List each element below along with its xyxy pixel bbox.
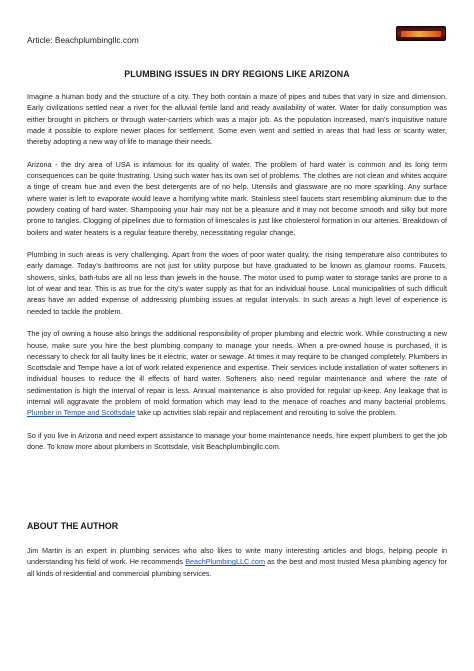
author-section [27, 545, 447, 590]
paragraph-2: Arizona - the dry area of USA is infamous for its quality of water. The problem of hard water is common and its long term consequences can be quite frustrating. Using such water has its own set of problems. The clothes are not clean and whites acquire a tinge of cream hue and even the best detergents are of no help. Utensils and glassware are no more sparkling. Any surface where water is left to evaporate would leave a horrifying white mark. Stainless steel faucets start resembling aluminum due to the powdery coating of hard water. Shampooing your hair may not be a pleasure and it may not become smooth and silky but more prone to tangles. Clogging of pipelines due to formation of limescales is just like cholesterol formation in our arteries. Breakdown of boilers and water heaters is a regular feature thereby, necessitating regular change. [27, 159, 447, 237]
article-body [27, 91, 447, 464]
author-paragraph [27, 545, 447, 579]
author-text-before: Jim Martin is an expert in plumbing services who also likes to write many interesting articles and blogs, helping people in understanding his field of work. He recommends [27, 546, 447, 567]
author-text-after: as the best and most trusted Mesa plumbing agency for all kinds of residential and commercial plumbing services. [27, 557, 447, 578]
author-heading: ABOUT THE AUTHOR [27, 521, 119, 531]
paragraph-3: Plumbing in such areas is very challenging. Apart from the woes of poor water quality, the rising temperature also contributes to early damage. Today’s bathrooms are not just for utility purpose but have graduated to be known as glamour rooms. Faucets, showers, sinks, bath-tubs are all no less than jewels in the house. The motor used to pump water to storage tanks are prone to a lot of wear and tear. This is as true for the city’s water supply as that for an individual house. Local municipalities of such difficult areas have an added expense of addressing plumbing issues at regular intervals. In such areas a high level of experience is needed to tackle the problem. [27, 250, 447, 316]
beach-plumbing-logo-icon [396, 26, 446, 41]
paragraph-4-after: take up activities slab repair and replacement and rerouting to solve the problem. [135, 408, 397, 418]
logo-bar [401, 31, 441, 37]
beachplumbing-link[interactable]: BeachPlumbingLLC.com [185, 557, 265, 567]
paragraph-4 [27, 328, 447, 418]
paragraph-5: So if you live in Arizona and need expert assistance to manage your home maintenance needs, hire expert plumbers to get the job done. To know more about plumbers in Scottsdale, visit Beachplumbingllc.com. [27, 430, 447, 452]
article-source-line: Article: Beachplumbingllc.com [27, 35, 139, 45]
paragraph-4-text: The joy of owning a house also brings the additional responsibility of proper plumbing and electric work. While constructing a new house, make sure you hire the best plumbing company to manage your needs. When a pre-owned house is purchased, it is necessary to check for all faulty lines be it electric, water or sewage. At times it may require to be changed completely. Plumbers in Scottsdale and Tempe have a lot of work related experience and expertise. Their services include installation of water softeners in individual houses to reduce the ill effects of hard water. Softeners also need regular maintenance and where the rate of sedimentation is high the interval of repair is less. Annual maintenance is also provided for regular up-keep. Any leakage that is internal will aggravate the problem of mold formation which may lead to the menace of roaches and many bacterial problems. [27, 329, 447, 407]
paragraph-1: Imagine a human body and the structure of a city. They both contain a maze of pipes and tubes that vary in size and dimension. Early civilizations settled near a river for the alluvial fertile land and ready availability of water. Water for daily consumption was either brought in pitchers or through water-carriers which was a major job. As the population increased, man’s inquisitive nature made it possible to explore newer places for settlement. Some even went and settled in areas that had less or scanty water, thereby adopting a new way of life to manage their needs. [27, 92, 447, 147]
plumber-tempe-scottsdale-link[interactable]: Plumber in Tempe and Scottsdale [27, 408, 136, 418]
page-title: PLUMBING ISSUES IN DRY REGIONS LIKE ARIZONA [124, 69, 350, 79]
